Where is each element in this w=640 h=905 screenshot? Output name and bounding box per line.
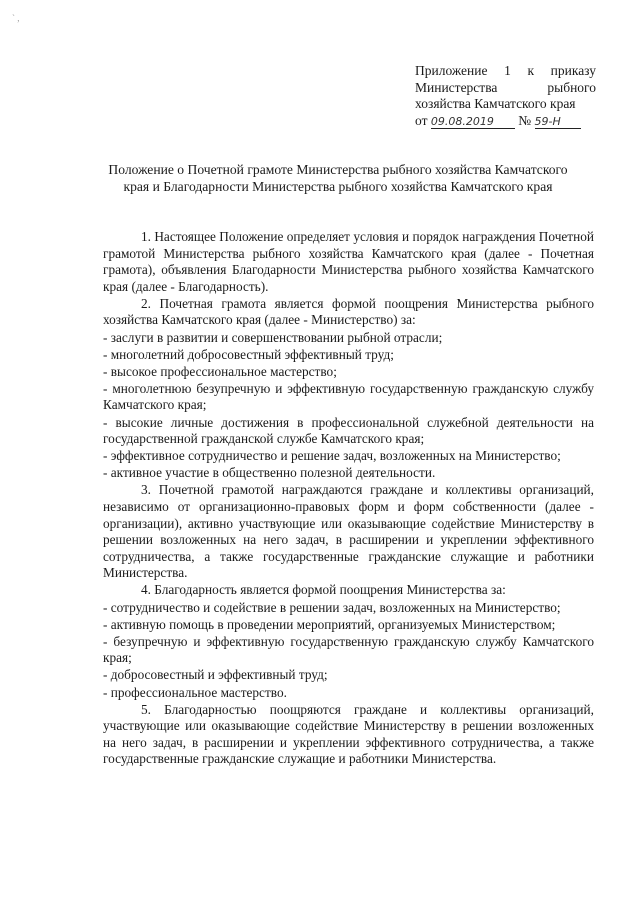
date-prefix: от [415,112,428,128]
annex-line-2: Министерства рыбного [415,79,596,95]
date-value: 09.08.2019 [431,115,515,129]
list-item: - высокие личные достижения в профессиональной служебной деятельности на государственной гражданской службе Камчатского края; [103,414,594,447]
list-item: - эффективное сотрудничество и решение задач, возложенных на Министерство; [103,448,561,464]
list-item: - сотрудничество и содействие в решении задач, возложенных на Министерство; [103,599,561,615]
corner-mark: ` , [12,13,20,23]
list-item: - безупречную и эффективную государственную гражданскую службу Камчатского края; [103,633,594,666]
number-sign: № [518,112,532,128]
list-item: - высокое профессиональное мастерство; [103,363,337,379]
annex-date-line [415,113,596,130]
annex-header [415,63,596,129]
list-item: - заслуги в развитии и совершенствовании рыбной отрасли; [103,329,443,345]
paragraph-2: 2. Почетная грамота является формой поощрения Министерства рыбного хозяйства Камчатского края (далее - Министерство) за: [103,295,594,328]
document-body [103,229,594,769]
paragraph-3: 3. Почетной грамотой награждаются граждане и коллективы организаций, независимо от организационно-правовых форм и форм собственности (далее - организации), активно участвующие или оказывающие содействие Министерству в решении возложенных на него задач, в расширении и укреплении эффективного сотрудничества, а также государственные гражданские служащие и работники Министерства. [103,482,594,581]
number-value: 59-Н [535,115,581,129]
list-item: - добросовестный и эффективный труд; [103,667,328,683]
list-item: - профессиональное мастерство. [103,684,287,700]
annex-line-1: Приложение 1 к приказу [415,63,596,78]
paragraph-4: 4. Благодарность является формой поощрения Министерства за: [141,582,506,598]
paragraph-5: 5. Благодарностью поощряются граждане и коллективы организаций, участвующие или оказывающие содействие Министерству в решении возложенных на него задач, в расширении и укреплении эффективного сотрудничества, а также государственные гражданские служащие и работники Министерства. [103,701,594,767]
paragraph-1: 1. Настоящее Положение определяет условия и порядок награждения Почетной грамотой Министерства рыбного хозяйства Камчатского края (далее - Почетная грамота), объявления Благодарности Министерства рыбного хозяйства Камчатского края (далее - Благодарность). [103,229,594,294]
annex-line-3: хозяйства Камчатского края [415,96,576,111]
list-item: - многолетнюю безупречную и эффективную государственную гражданскую службу Камчатского края; [103,380,594,413]
list-item: - активную помощь в проведении мероприятий, организуемых Министерством; [103,616,556,632]
list-item: - активное участие в общественно полезной деятельности. [103,465,436,481]
document-title: Положение о Почетной грамоте Министерства рыбного хозяйства Камчатского края и Благодарности Министерства рыбного хозяйства Камчатского края [108,162,568,194]
list-item: - многолетний добросовестный эффективный труд; [103,346,394,362]
